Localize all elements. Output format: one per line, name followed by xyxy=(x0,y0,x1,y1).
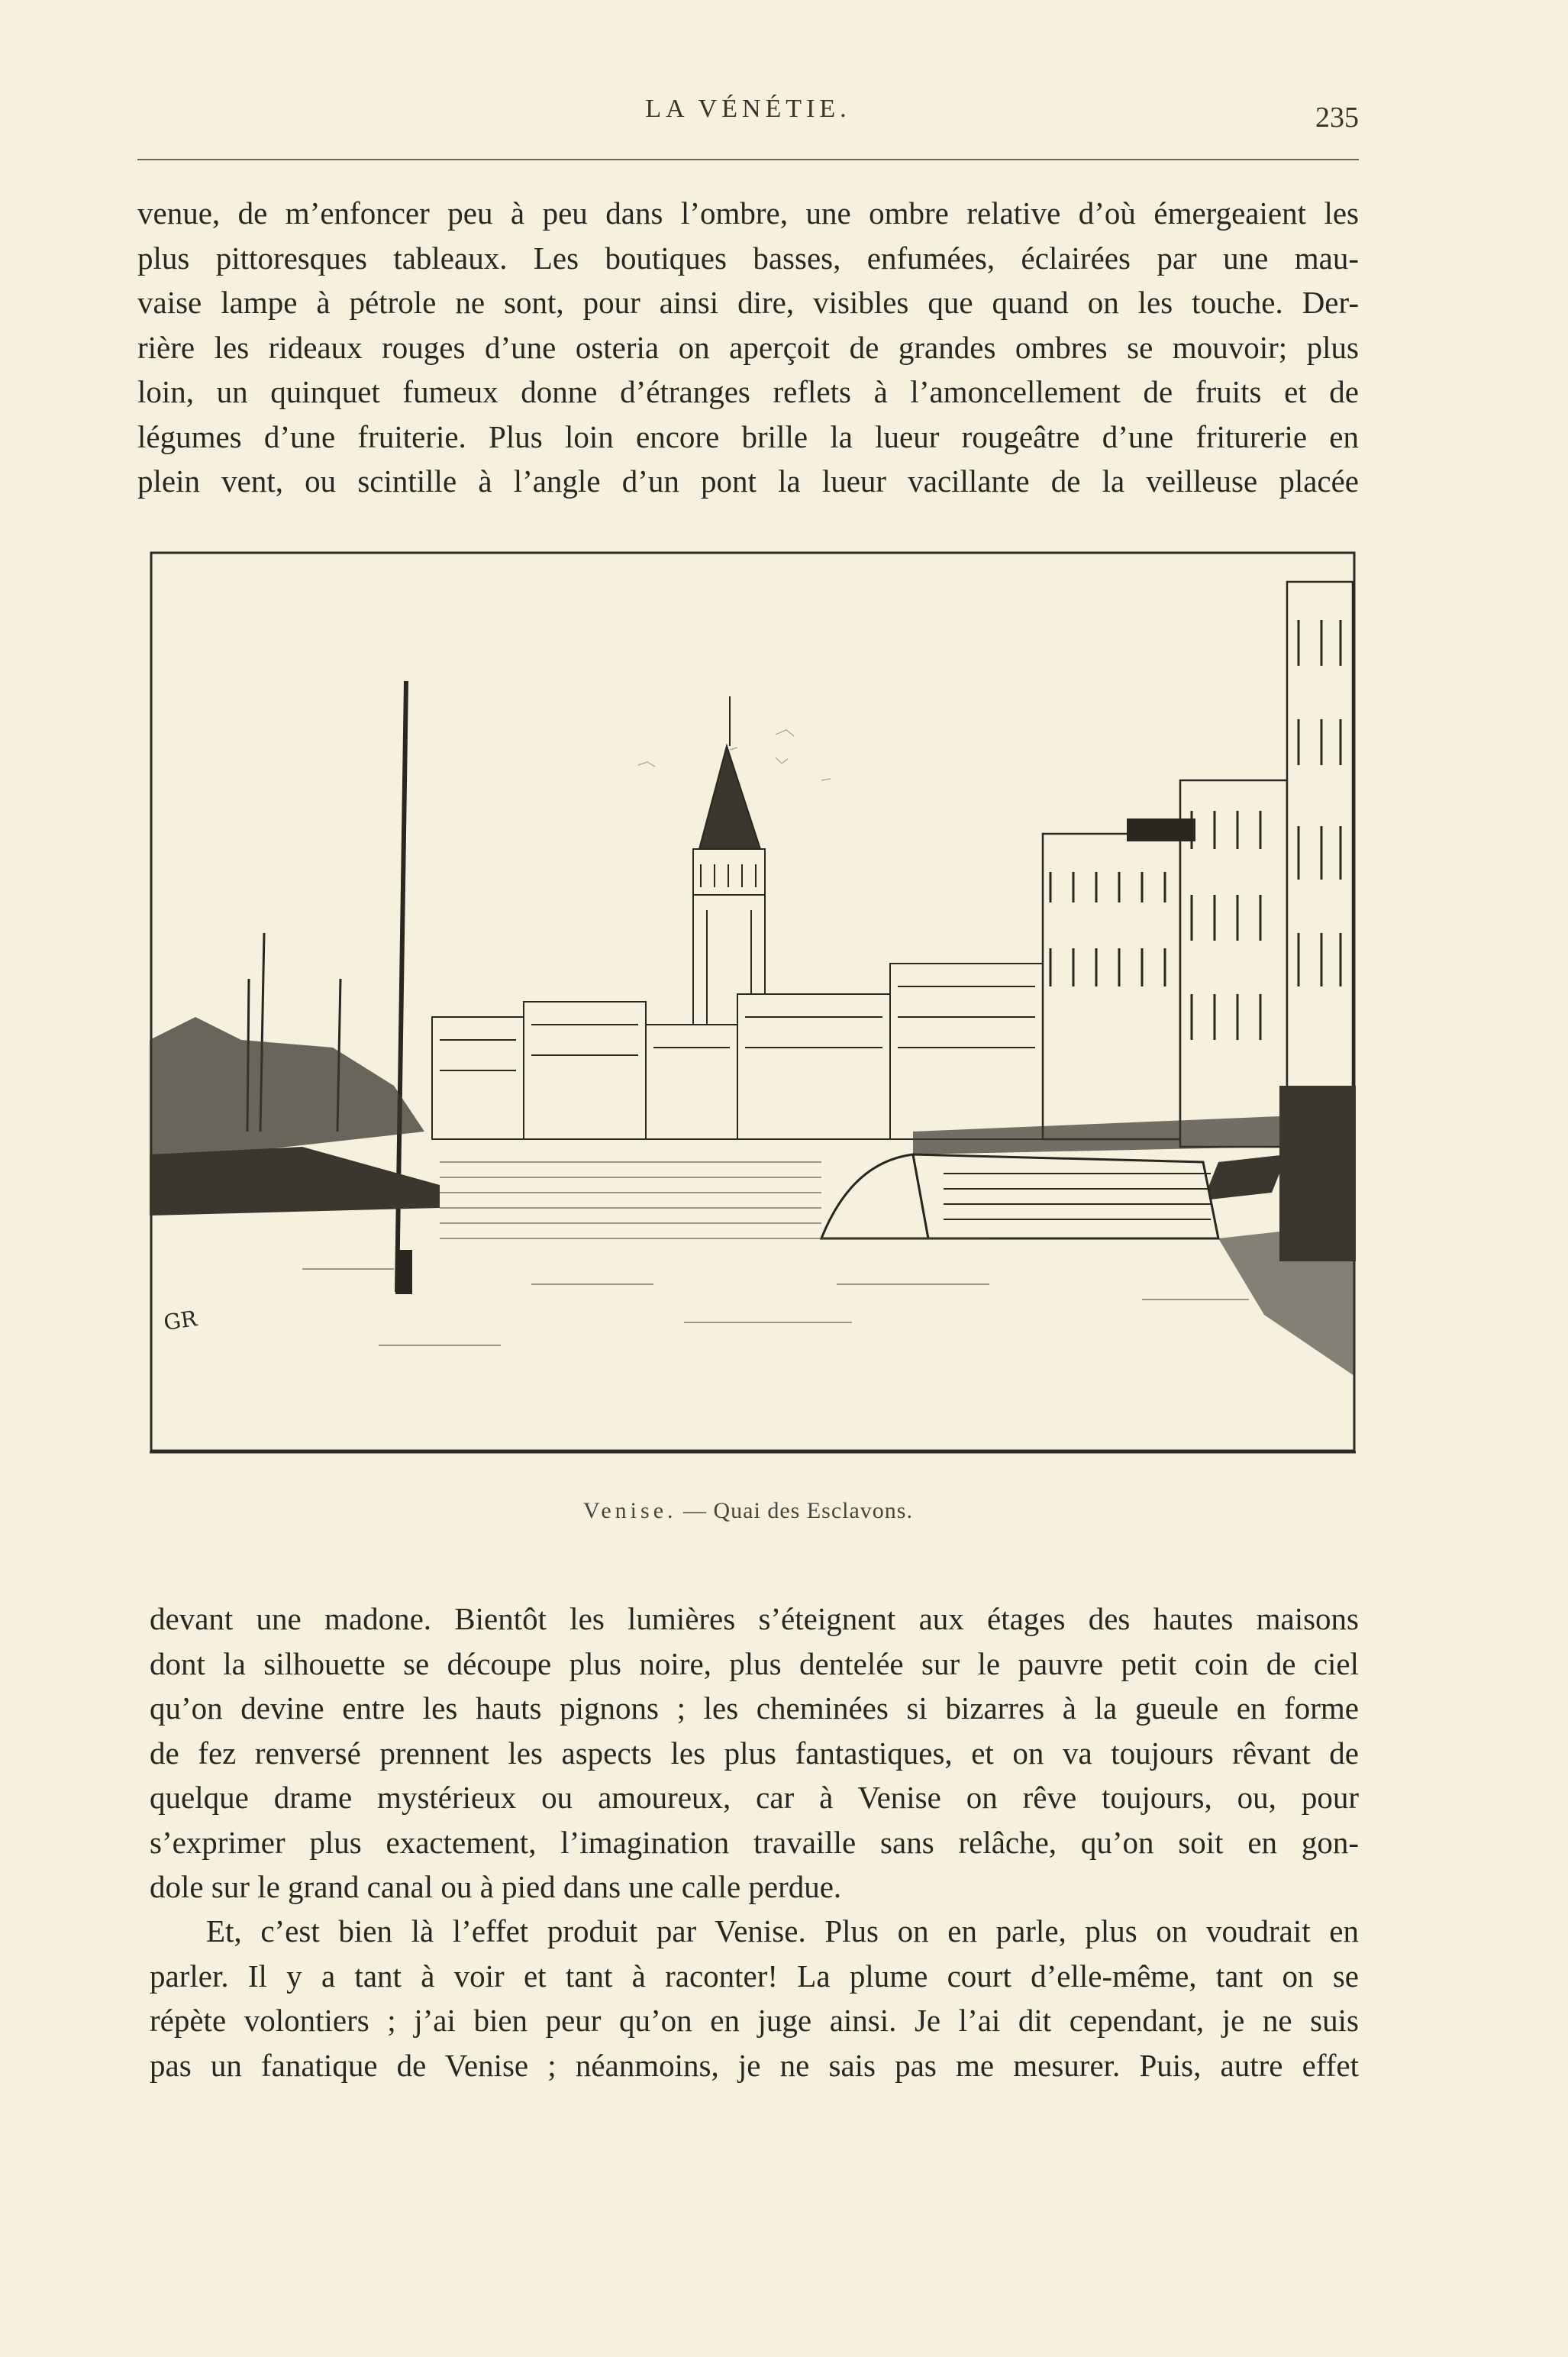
text-line: qu’on devine entre les hauts pignons ; les cheminées si bizarres à la gueule en forme xyxy=(150,1690,1359,1726)
text-line: quelque drame mystérieux ou amoureux, car à Venise on rêve toujours, ou, pour xyxy=(150,1780,1359,1815)
text-line: vaise lampe à pétrole ne sont, pour ainsi dire, visibles que quand on les touche. Der- xyxy=(137,285,1359,320)
text-line: parler. Il y a tant à voir et tant à raconter! La plume court d’elle-même, tant on se xyxy=(150,1958,1359,1994)
paragraph-bottom xyxy=(150,1909,1359,2087)
engraving-illustration xyxy=(150,551,1356,1457)
caption-place: Venise. xyxy=(583,1498,677,1523)
text-line: de fez renversé prennent les aspects les plus fantastiques, et on va toujours rêvant de xyxy=(150,1735,1359,1771)
text-line: Et, c’est bien là l’effet produit par Venise. Plus on en parle, plus on voudrait en xyxy=(206,1913,1359,1949)
caption-title: Quai des Esclavons. xyxy=(713,1498,913,1523)
figure-caption xyxy=(137,1498,1359,1524)
text-line: s’exprimer plus exactement, l’imagination travaille sans relâche, qu’on soit en gon- xyxy=(150,1824,1359,1860)
text-line: légumes d’une fruiterie. Plus loin encore brille la lueur rougeâtre d’une friturerie en xyxy=(137,418,1359,454)
running-head xyxy=(137,90,1359,136)
svg-text:GR: GR xyxy=(162,1306,199,1335)
running-title: LA VÉNÉTIE. xyxy=(645,95,851,123)
text-line: plein vent, ou scintille à l’angle d’un pont la lueur vacillante de la veilleuse placée xyxy=(137,463,1359,499)
text-line: devant une madone. Bientôt les lumières s’éteignent aux étages des hautes maisons xyxy=(150,1601,1359,1636)
text-line: rière les rideaux rouges d’une osteria on aperçoit de grandes ombres se mouvoir; plus xyxy=(137,329,1359,365)
text-line: dole sur le grand canal ou à pied dans une calle perdue. xyxy=(150,1869,842,1904)
text-line: loin, un quinquet fumeux donne d’étranges reflets à l’amoncellement de fruits et de xyxy=(137,374,1359,409)
paragraph-middle xyxy=(150,1597,1359,1910)
caption-separator: — xyxy=(676,1498,714,1523)
header-rule xyxy=(137,159,1359,160)
paragraph-top xyxy=(137,191,1359,504)
text-line: dont la silhouette se découpe plus noire, plus dentelée sur le pauvre petit coin de ciel xyxy=(150,1645,1359,1681)
page-number: 235 xyxy=(1315,102,1359,134)
venice-quay-engraving xyxy=(150,551,1356,1457)
text-line: pas un fanatique de Venise ; néanmoins, je ne sais pas me mesurer. Puis, autre effet xyxy=(150,2047,1359,2083)
text-line: répète volontiers ; j’ai bien peur qu’on en juge ainsi. Je l’ai dit cependant, je ne suis xyxy=(150,2003,1359,2038)
text-line: plus pittoresques tableaux. Les boutiques basses, enfumées, éclairées par une mau- xyxy=(137,240,1359,276)
text-line: venue, de m’enfoncer peu à peu dans l’ombre, une ombre relative d’où émergeaient les xyxy=(137,195,1359,231)
